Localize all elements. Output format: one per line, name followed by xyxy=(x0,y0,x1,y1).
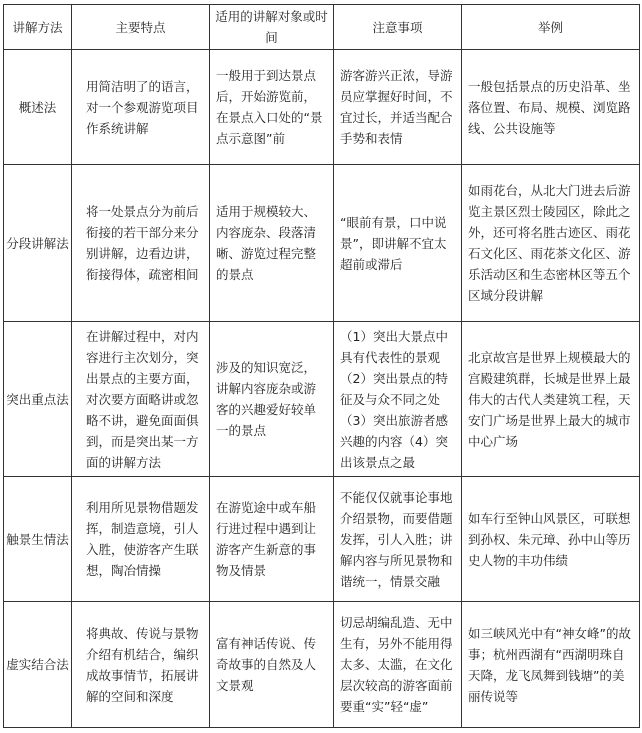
cell-features: 将典故、传说与景物介绍有机结合，编织成故事情节，拓展讲解的空间和深度 xyxy=(72,602,210,728)
header-method: 讲解方法 xyxy=(4,5,72,50)
cell-notes: 游客游兴正浓，导游员应掌握好时间，不宜过长，并适当配合手势和表情 xyxy=(334,50,462,165)
cell-features: 在讲解过程中，对内容进行主次划分，突出景点的主要方面，对次要方面略讲或忽略不讲，避免面面俱到，而是突出某一方面的讲解方法 xyxy=(72,322,210,477)
cell-method: 虚实结合法 xyxy=(4,602,72,728)
cell-notes: 切忌胡编乱造、无中生有，另外不能用得太多、太滥，在文化层次较高的游客面前要重“实”轻“虚” xyxy=(334,602,462,728)
cell-objects: 富有神话传说、传奇故事的自然及人文景观 xyxy=(210,602,334,728)
cell-method: 概述法 xyxy=(4,50,72,165)
header-example: 举例 xyxy=(462,5,640,50)
table-row xyxy=(4,602,640,728)
table-row xyxy=(4,165,640,322)
header-features: 主要特点 xyxy=(72,5,210,50)
cell-method: 分段讲解法 xyxy=(4,165,72,322)
method-table xyxy=(3,4,640,728)
cell-method: 触景生情法 xyxy=(4,477,72,602)
header-objects: 适用的讲解对象或时间 xyxy=(210,5,334,50)
cell-objects: 一般用于到达景点后，开始游览前，在景点入口处的“景点示意图”前 xyxy=(210,50,334,165)
table-row xyxy=(4,477,640,602)
cell-example: 北京故宫是世界上规模最大的宫殿建筑群，长城是世界上最伟大的古代人类建筑工程，天安门广场是世界上最大的城市中心广场 xyxy=(462,322,640,477)
cell-objects: 在游览途中或车船行进过程中遇到让游客产生新意的事物及情景 xyxy=(210,477,334,602)
header-row xyxy=(4,5,640,50)
cell-objects: 适用于规模较大、内容庞杂、段落清晰、游览过程完整的景点 xyxy=(210,165,334,322)
table-row xyxy=(4,322,640,477)
cell-features: 用简洁明了的语言，对一个参观游览项目作系统讲解 xyxy=(72,50,210,165)
cell-features: 利用所见景物借题发挥，制造意境，引人入胜，使游客产生联想，陶冶情操 xyxy=(72,477,210,602)
cell-method: 突出重点法 xyxy=(4,322,72,477)
cell-example: 如三峡风光中有“神女峰”的故事；杭州西湖有“西湖明珠自天降，龙飞凤舞到钱塘”的美丽传说等 xyxy=(462,602,640,728)
cell-notes: 不能仅仅就事论事地介绍景物，而要借题发挥，引人入胜；讲解内容与所见景物和谐统一，情景交融 xyxy=(334,477,462,602)
cell-example: 如雨花台，从北大门进去后游览主景区烈士陵园区，除此之外，还可将名胜古迹区、雨花石文化区、雨花茶文化区、游乐活动区和生态密林区等五个区域分段讲解 xyxy=(462,165,640,322)
cell-notes: （1）突出大景点中具有代表性的景观（2）突出景点的特征及与众不同之处（3）突出旅游者感兴趣的内容（4）突出该景点之最 xyxy=(334,322,462,477)
cell-objects: 涉及的知识宽泛，讲解内容庞杂或游客的兴趣爱好较单一的景点 xyxy=(210,322,334,477)
cell-example: 如车行至钟山风景区，可联想到孙权、朱元璋、孙中山等历史人物的丰功伟绩 xyxy=(462,477,640,602)
table-row xyxy=(4,50,640,165)
cell-example: 一般包括景点的历史沿革、坐落位置、布局、规模、浏览路线、公共设施等 xyxy=(462,50,640,165)
cell-notes: “眼前有景，口中说景”，即讲解不宜太超前或滞后 xyxy=(334,165,462,322)
header-notes: 注意事项 xyxy=(334,5,462,50)
cell-features: 将一处景点分为前后衔接的若干部分来分别讲解，边看边讲，衔接得体，疏密相间 xyxy=(72,165,210,322)
